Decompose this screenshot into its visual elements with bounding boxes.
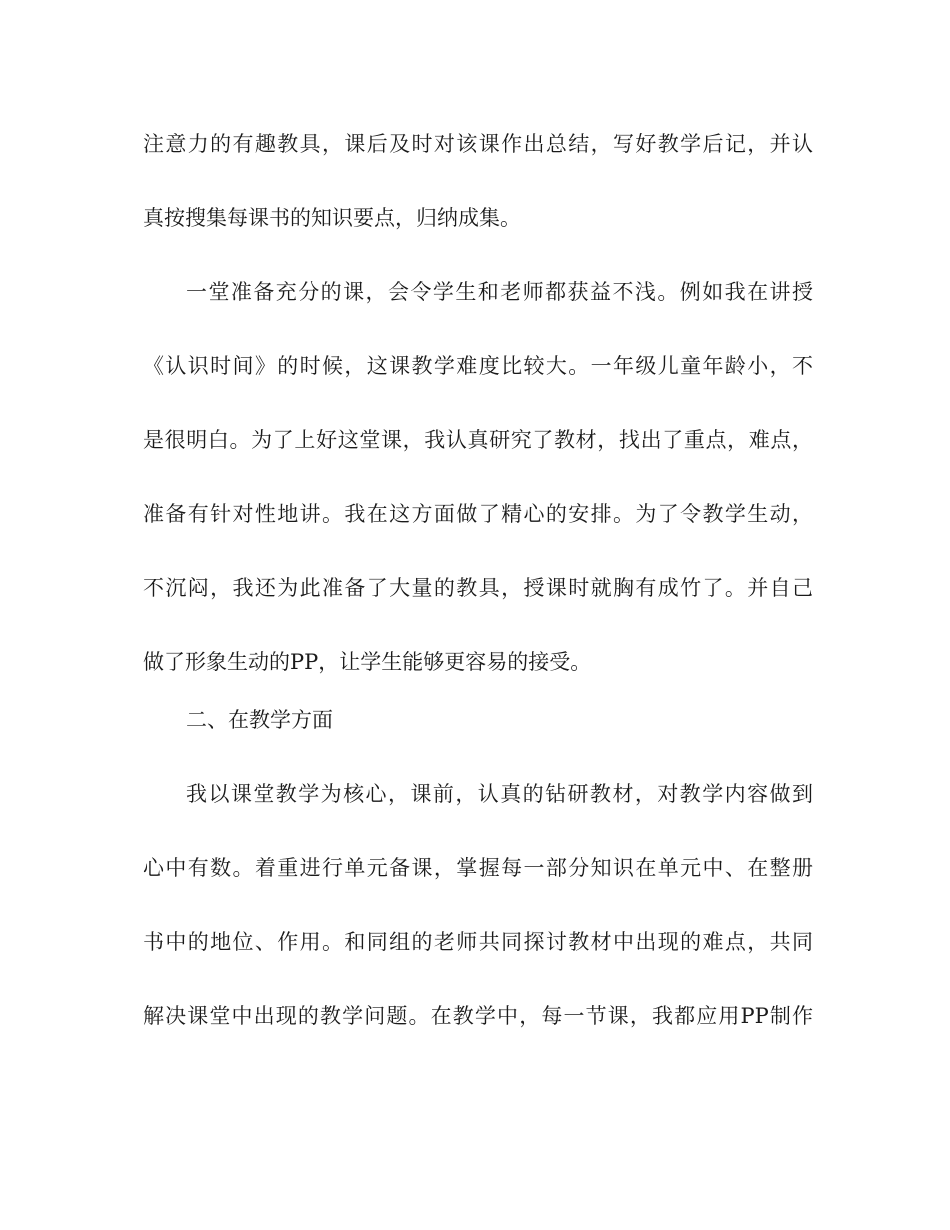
text-line: 准备有针对性地讲。我在这方面做了精心的安排。为了令教学生动， — [143, 502, 813, 526]
text-line: 《认识时间》的时候，这课教学难度比较大。一年级儿童年龄小，不 — [143, 354, 813, 378]
text-line: 书中的地位、作用。和同组的老师共同探讨教材中出现的难点，共同 — [143, 930, 813, 954]
text-line: 心中有数。着重进行单元备课，掌握每一部分知识在单元中、在整册 — [143, 856, 813, 880]
paragraph-start-line: 我以课堂教学为核心，课前，认真的钻研教材，对教学内容做到 — [186, 782, 813, 806]
text-line: 解决课堂中出现的教学问题。在教学中，每一节课，我都应用PP制作 — [143, 1004, 813, 1028]
text-line: 真按搜集每课书的知识要点，归纳成集。 — [143, 206, 521, 230]
text-line: 注意力的有趣教具，课后及时对该课作出总结，写好教学后记，并认 — [143, 132, 813, 156]
paragraph-start-line: 一堂准备充分的课，会令学生和老师都获益不浅。例如我在讲授 — [186, 280, 813, 304]
text-line: 是很明白。为了上好这堂课，我认真研究了教材，找出了重点，难点， — [143, 428, 813, 452]
text-line: 不沉闷，我还为此准备了大量的教具，授课时就胸有成竹了。并自己 — [143, 576, 813, 600]
text-line: 做了形象生动的PP，让学生能够更容易的接受。 — [143, 650, 592, 674]
section-heading: 二、在教学方面 — [186, 708, 333, 732]
